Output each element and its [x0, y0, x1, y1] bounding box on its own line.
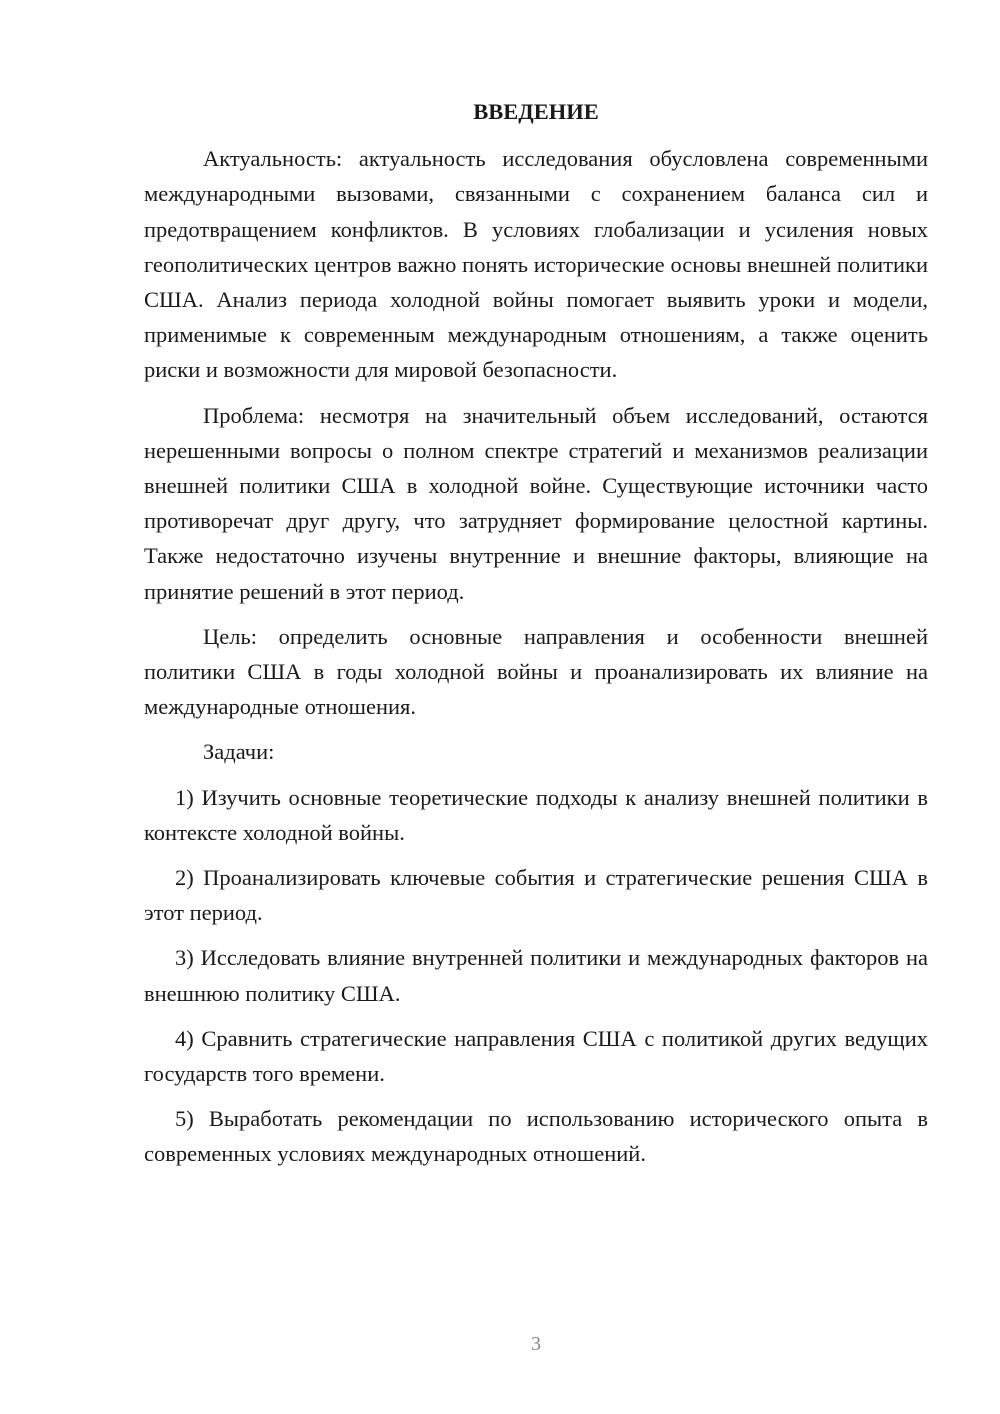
- task-item: 2) Проанализировать ключевые события и стратегические решения США в этот период.: [144, 865, 928, 926]
- task-item: 4) Сравнить стратегические направления США с политикой других ведущих государств того времени.: [144, 1025, 928, 1087]
- document-body: [144, 94, 928, 1182]
- goal-paragraph: Цель: определить основные направления и особенности внешней политики США в годы холодной войны и проанализировать их влияние на международные отношения.: [144, 623, 928, 720]
- tasks-title: Задачи:: [203, 739, 275, 765]
- section-heading: ВВЕДЕНИЕ: [473, 99, 599, 124]
- task-item: 3) Исследовать влияние внутренней политики и международных факторов на внешнюю политику США.: [144, 945, 928, 1006]
- relevance-paragraph: Актуальность: актуальность исследования обусловлена современными международными вызовами, связанными с сохранением баланса сил и предотвращением конфликтов. В условиях глобализации и усиления новых геополитических центров важно понять исторические основы внешней политики США. Анализ периода холодной войны помогает выявить уроки и модели, применимые к современным международным отношениям, а также оценить риски и возможности для мировой безопасности.: [144, 146, 928, 383]
- problem-paragraph: Проблема: несмотря на значительный объем исследований, остаются нерешенными вопросы о полном спектре стратегий и механизмов реализации внешней политики США в холодной войне. Существующие источники часто противоречат друг другу, что затрудняет формирование целостной картины. Также недостаточно изучены внутренние и внешние факторы, влияющие на принятие решений в этот период.: [144, 402, 928, 604]
- task-item: 1) Изучить основные теоретические подходы к анализу внешней политики в контексте холодной войны.: [144, 784, 928, 845]
- task-item: 5) Выработать рекомендации по использованию исторического опыта в современных условиях международных отношений.: [144, 1106, 928, 1167]
- page-number: 3: [531, 1333, 541, 1355]
